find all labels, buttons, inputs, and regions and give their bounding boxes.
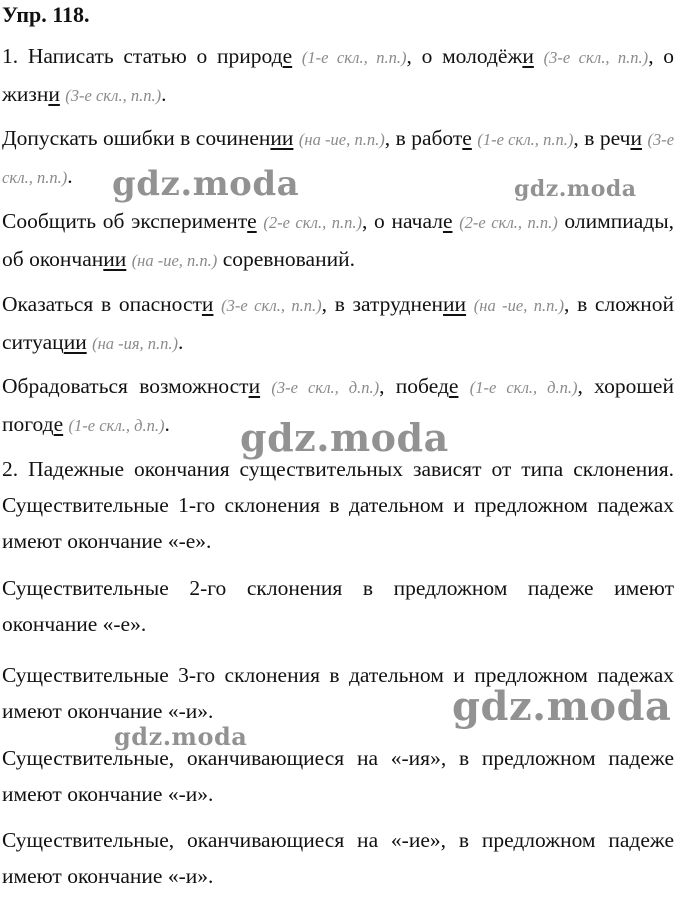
grammar-hint: (3-е скл., п.п.) (221, 296, 322, 315)
underlined-ending: е (53, 412, 64, 436)
grammar-hint: (3-е скл., д.п.) (271, 378, 380, 397)
exercise-title: Упр. 118. (2, 2, 90, 27)
grammar-hint: (на -ие, п.п.) (298, 130, 385, 149)
paragraph-2-1: 2. Падежные окончания существительных зависят от типа склонения. Существительные 1-го склонения в дательном и предложном падежах имеют окончание «-е». (2, 457, 674, 553)
paragraph-2-5: Существительные, оканчивающиеся на «-ие», в предложном падеже имеют окончание «-и». (2, 828, 674, 888)
underlined-ending: ии (270, 126, 294, 150)
grammar-hint: (1-е скл., д.п.) (68, 416, 165, 435)
paragraph-1-4: Оказаться в опасности (3-е скл., п.п.), в затруднении (на -ие, п.п.), в сложной ситуации (на -ия, п.п.). (2, 292, 675, 354)
watermark: gdz.moda (112, 164, 300, 204)
grammar-hint: (на -ия, п.п.) (92, 334, 179, 353)
underlined-ending: и (248, 374, 261, 398)
grammar-hint: (2-е скл., п.п.) (459, 213, 558, 232)
paragraph-1-3: Сообщить об эксперименте (2-е скл., п.п.), о начале (2-е скл., п.п.) олимпиады, об окончании (на -ие, п.п.) соревнований. (2, 209, 675, 271)
paragraph-1-1: 1. Написать статью о природе (1-е скл., п.п.), о молодёжи (3-е скл., п.п.), о жизни (3-е скл., п.п.). (2, 44, 675, 106)
underlined-ending: е (442, 209, 453, 233)
grammar-hint: (1-е скл., п.п.) (301, 48, 407, 67)
watermark: gdz.moda (452, 683, 672, 730)
paragraph-2-3: Существительные 3-го склонения в дательном и предложном падежах имеют окончание «-и». (2, 663, 674, 723)
underlined-ending: и (630, 126, 642, 150)
grammar-hint: (на -ие, п.п.) (131, 251, 218, 270)
grammar-hint: (3-е скл., п.п.) (543, 48, 649, 67)
underlined-ending: е (282, 44, 293, 68)
paragraph-2-4: Существительные, оканчивающиеся на «-ия», в предложном падеже имеют окончание «-и». (2, 746, 674, 806)
underlined-ending: и (201, 292, 214, 316)
watermark: gdz.moda (514, 176, 637, 202)
grammar-hint: (3-е скл., п.п.) (2, 130, 675, 187)
watermark: gdz.moda (240, 415, 449, 460)
grammar-hint: (3-е скл., п.п.) (65, 86, 162, 105)
grammar-hint: (2-е скл., п.п.) (263, 213, 362, 232)
underlined-ending: е (448, 374, 459, 398)
underlined-ending: е (247, 209, 257, 233)
underlined-ending: ии (63, 330, 87, 354)
underlined-ending: ии (103, 247, 127, 271)
underlined-ending: и (48, 82, 60, 106)
watermark: gdz.moda (114, 722, 248, 751)
grammar-hint: (на -ие, п.п.) (473, 296, 565, 315)
underlined-ending: е (462, 126, 472, 150)
paragraph-1-2: Допускать ошибки в сочинении (на -ие, п.п.), в работе (1-е скл., п.п.), в речи (3-е скл., п.п.). (2, 126, 675, 188)
underlined-ending: и (522, 44, 534, 68)
grammar-hint: (1-е скл., п.п.) (477, 130, 574, 149)
underlined-ending: ии (443, 292, 467, 316)
grammar-hint: (1-е скл., д.п.) (469, 378, 578, 397)
paragraph-1-5: Обрадоваться возможности (3-е скл., д.п.), победе (1-е скл., д.п.), хорошей погоде (1-е скл., д.п.). (2, 374, 674, 436)
paragraph-2-2: Существительные 2-го склонения в предложном падеже имеют окончание «-е». (2, 576, 674, 636)
